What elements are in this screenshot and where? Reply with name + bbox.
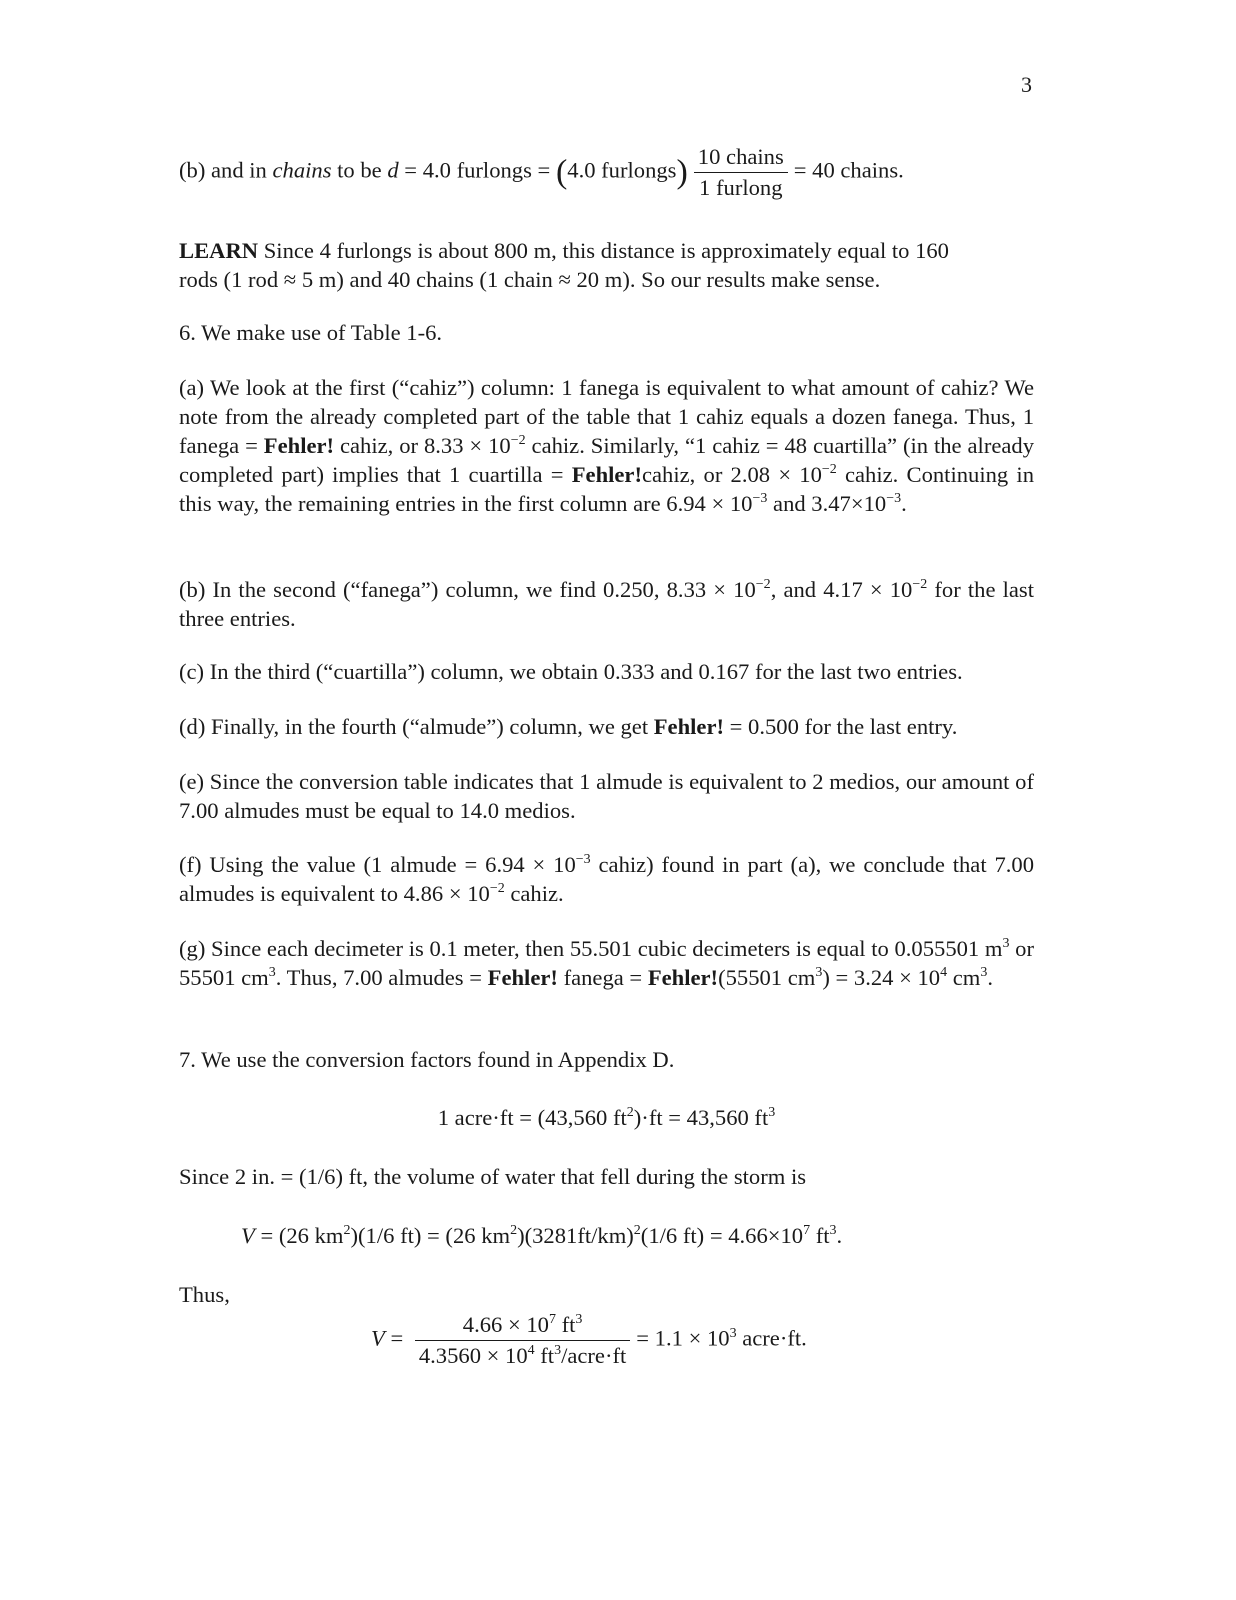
learn-label: LEARN <box>179 238 259 263</box>
problem-7-intro: 7. We use the conversion factors found in Appendix D. <box>179 1047 675 1072</box>
error-marker: Fehler! <box>487 965 558 990</box>
page-number: 3 <box>1021 72 1032 97</box>
equation-acre-ft: 1 acre·ft = (43,560 $ft^2)\cdot ft = 43,560$ $ft^3$ <box>437 1105 776 1130</box>
problem-6g: (g) Since each decimeter is 0.1 meter, then 55.501 cubic decimeters is equal to 0.055501 $m^3$ or 55501 $cm^3$. Thus, 7.00 almudes = Fehler! fanega = Fehler!(55501 $cm^3) = 3.24 \times 10^4$ $cm^3$. <box>179 936 1034 990</box>
conversion-fraction: $\frac{\text{10 chains}}{\text{1 furlong}}$ <box>694 142 788 203</box>
error-marker: Fehler! <box>571 462 642 487</box>
error-marker: Fehler! <box>263 433 335 458</box>
problem-6e: (e) Since the conversion table indicates that 1 almude is equivalent to 2 medios, our amount of 7.00 almudes must be equal to 14.0 medios. <box>179 769 1034 823</box>
problem-6b: (b) In the second (“fanega”) column, we find 0.250, $8.33 \times 10^{-2}$, and $4.17 \times 10^{-2}$ for the last three entries. <box>179 577 1034 631</box>
problem-6-intro: 6. We make use of Table 1-6. <box>179 320 443 345</box>
part-b-line: (b) and in chains to be d = 4.0 furlongs = (4.0 furlongs) $\frac{\text{10 chains}}{\text{1 furlong}}$ = 40 chains. <box>179 142 1034 203</box>
problem-6f: (f) Using the value (1 almude = $6.94 \times 10^{-3}$ cahiz) found in part (a), we conclude that 7.00 almudes is equivalent to $4.86 \times 10^{-2}$ cahiz. <box>179 852 1035 906</box>
problem-6c: (c) In the third (“cuartilla”) column, we obtain 0.333 and 0.167 for the last two entries. <box>179 659 963 684</box>
equation-volume: V = (26 $km^2)(1/6$ ft) = (26 $km^2)(3281ft/km)^2(1/6$ $ft) = 4.66\times 10^7$ $ft^3$. <box>241 1223 843 1248</box>
volume-fraction: $\frac{4.66 \times 10^7 ft^3}{4.3560 \times 10^4 ft^3/acre\cdot ft}$ <box>415 1310 630 1371</box>
problem-6d: (d) Finally, in the fourth (“almude”) column, we get Fehler! = 0.500 for the last entry. <box>179 714 958 739</box>
error-marker: Fehler! <box>653 714 725 739</box>
thus-label: Thus, <box>179 1282 230 1307</box>
variable-d: d <box>387 157 399 183</box>
learn-paragraph: LEARN Since 4 furlongs is about 800 m, this distance is approximately equal to 160 rods (1 rod ≈ 5 m) and 40 chains (1 chain ≈ 20 m). So our results make sense. <box>179 238 949 292</box>
since-line: Since 2 in. = (1/6) ft, the volume of water that fell during the storm is <box>179 1164 807 1189</box>
equation-volume-acre-ft: V = $\frac{4.66 \times 10^7 ft^3}{4.3560 \times 10^4 ft^3/acre\cdot ft}$ = $1.1 \times 10^3$ acre·ft. <box>371 1310 1051 1371</box>
error-marker: Fehler! <box>647 965 719 990</box>
problem-6a: (a) We look at the first (“cahiz”) column: 1 fanega is equivalent to what amount of cahiz? We note from the already completed part of the table that 1 cahiz equals a dozen fanega. Thus, 1 fanega = Fehler! cahiz, or $8.33 \times 10^{-2}$ cahiz. Similarly, “1 cahiz = 48 cuartilla” (in the already completed part) implies that 1 cuartilla = Fehler!cahiz, or $2.08 \times 10^{-2}$ cahiz. Continuing in this way, the remaining entries in the first column are $6.94 \times 10^{-3}$ and $3.47\times 10^{-3}$. <box>179 375 1034 516</box>
